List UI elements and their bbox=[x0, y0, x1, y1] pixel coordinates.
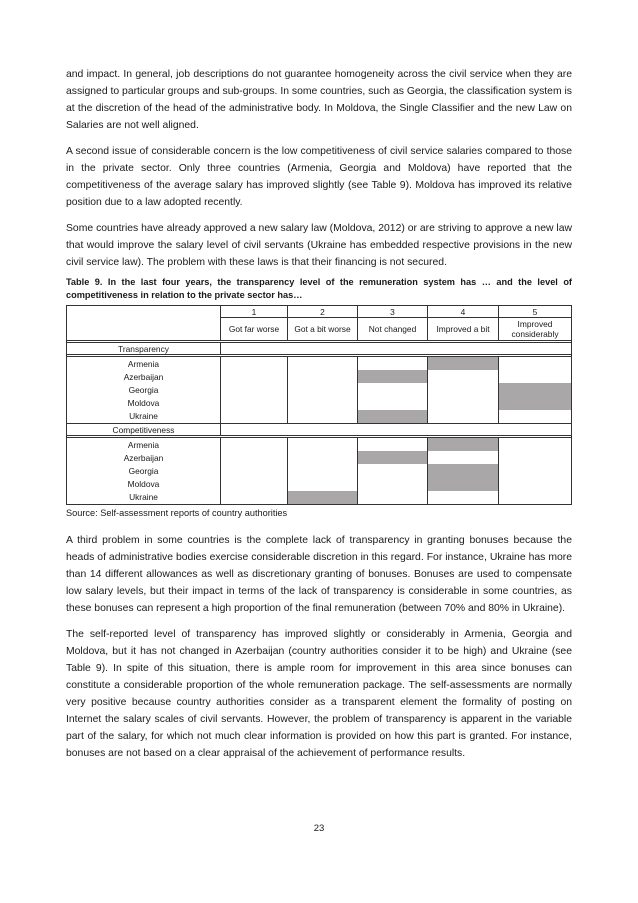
group-header-row bbox=[67, 424, 572, 436]
rating-mark bbox=[358, 383, 427, 396]
country-list bbox=[67, 438, 221, 505]
scale-label: Got far worse bbox=[221, 318, 288, 341]
rating-mark bbox=[358, 438, 427, 451]
rating-mark bbox=[221, 397, 287, 410]
group-label-transparency: Transparency bbox=[67, 343, 221, 355]
rating-column-2 bbox=[288, 438, 358, 505]
rating-mark bbox=[499, 370, 571, 383]
rating-mark bbox=[428, 438, 498, 451]
group-label-competitiveness: Competitiveness bbox=[67, 424, 221, 436]
rating-mark bbox=[221, 357, 287, 370]
country-name: Moldova bbox=[127, 479, 160, 490]
rating-mark bbox=[288, 397, 357, 410]
rating-mark bbox=[428, 491, 498, 504]
rating-mark bbox=[288, 383, 357, 396]
country-name: Ukraine bbox=[129, 411, 158, 422]
country-name: Azerbaijan bbox=[123, 371, 164, 382]
rating-mark bbox=[358, 478, 427, 491]
paragraph-2: A second issue of considerable concern is the low competitiveness of civil service salaries compared to those in the private sector. Only three countries (Armenia, Georgia and Moldova) have reported that the competitiveness of the average salary has improved slightly (see Table 9). Moldova has improved its relative position due to a law adopted recently. bbox=[66, 146, 572, 208]
rating-mark bbox=[288, 370, 357, 383]
scale-number: 2 bbox=[288, 306, 358, 318]
rating-mark bbox=[358, 370, 427, 383]
rating-mark bbox=[499, 410, 571, 423]
page-number: 23 bbox=[313, 823, 325, 834]
country-name: Ukraine bbox=[129, 492, 158, 503]
rating-mark bbox=[499, 357, 571, 370]
rating-column-1 bbox=[221, 357, 288, 424]
country-name: Armenia bbox=[127, 439, 160, 450]
rating-mark bbox=[288, 491, 357, 504]
country-list bbox=[67, 357, 221, 424]
scale-label: Improved a bit bbox=[428, 318, 499, 341]
rating-mark bbox=[221, 491, 287, 504]
rating-column-3 bbox=[358, 357, 428, 424]
rating-mark bbox=[428, 397, 498, 410]
rating-mark bbox=[288, 464, 357, 477]
table-caption: Table 9. In the last four years, the transparency level of the remuneration system has … and the level of competitiveness in relation to the private sector has… bbox=[66, 277, 572, 300]
rating-mark bbox=[358, 397, 427, 410]
rating-mark bbox=[428, 357, 498, 370]
data-row-competitiveness bbox=[67, 438, 572, 505]
rating-mark bbox=[428, 383, 498, 396]
rating-mark bbox=[499, 464, 571, 477]
rating-mark bbox=[221, 478, 287, 491]
rating-mark bbox=[499, 451, 571, 464]
rating-column-3 bbox=[358, 438, 428, 505]
rating-column-5 bbox=[499, 438, 572, 505]
paragraph-4: A third problem in some countries is the complete lack of transparency in granting bonuses because the heads of administrative bodies exercise considerable discretion in this regard. For instance, Ukraine has more than 14 different allowances as well as discretionary granting of bonuses. Bonuses are used to compensate low salary levels, but their impact in terms of the lack of transparency is considerable in some countries, as these bonuses can represent a high proportion of the final remuneration (between 70% and 80% in Ukraine). bbox=[66, 535, 572, 614]
country-name: Georgia bbox=[128, 466, 159, 476]
rating-mark bbox=[499, 397, 571, 410]
rating-mark bbox=[428, 410, 498, 423]
data-row-transparency bbox=[67, 357, 572, 424]
rating-mark bbox=[358, 451, 427, 464]
rating-column-1 bbox=[221, 438, 288, 505]
rating-mark bbox=[288, 357, 357, 370]
country-name: Moldova bbox=[127, 398, 160, 409]
country-name: Armenia bbox=[127, 358, 160, 369]
rating-column-2 bbox=[288, 357, 358, 424]
rating-mark bbox=[499, 491, 571, 504]
rating-mark bbox=[288, 410, 357, 423]
rating-mark bbox=[358, 410, 427, 423]
scale-number: 1 bbox=[221, 306, 288, 318]
paragraph-5: The self-reported level of transparency has improved slightly or considerably in Armenia, Georgia and Moldova, but it has not changed in Azerbaijan (country authorities consider it to be high) and Ukraine (see Table 9). In spite of this situation, there is ample room for improvement in this area since bonuses can constitute a considerable proportion of the whole remuneration package. The self-assessments are normally very positive because country authorities consider as a transparent element the formality of posting on Internet the salary scales of civil servants. However, the problem of transparency is apparent in the variable part of the salary, for which not much clear information is provided on how this part is granted. For instance, bonuses are not based on a clear appraisal of the achievement of performance results. bbox=[66, 629, 572, 759]
rating-mark bbox=[288, 438, 357, 451]
scale-number-row bbox=[67, 306, 572, 318]
scale-number: 4 bbox=[428, 306, 499, 318]
rating-mark bbox=[221, 370, 287, 383]
scale-label: Improved considerably bbox=[499, 318, 572, 341]
rating-mark bbox=[499, 478, 571, 491]
rating-mark bbox=[288, 478, 357, 491]
scale-label: Not changed bbox=[358, 318, 428, 341]
rating-mark bbox=[428, 451, 498, 464]
rating-mark bbox=[428, 478, 498, 491]
rating-mark bbox=[221, 464, 287, 477]
scale-label: Got a bit worse bbox=[288, 318, 358, 341]
rating-mark bbox=[358, 357, 427, 370]
table-9 bbox=[66, 305, 572, 505]
rating-mark bbox=[499, 383, 571, 396]
rating-mark bbox=[288, 451, 357, 464]
rating-mark bbox=[221, 451, 287, 464]
rating-mark bbox=[428, 370, 498, 383]
table-source: Source: Self-assessment reports of country authorities bbox=[66, 508, 288, 518]
scale-number: 5 bbox=[499, 306, 572, 318]
rating-column-4 bbox=[428, 438, 499, 505]
rating-mark bbox=[221, 383, 287, 396]
country-name: Georgia bbox=[128, 385, 159, 395]
rating-mark bbox=[499, 438, 571, 451]
scale-number: 3 bbox=[358, 306, 428, 318]
rating-mark bbox=[358, 464, 427, 477]
rating-mark bbox=[221, 410, 287, 423]
paragraph-1: and impact. In general, job descriptions do not guarantee homogeneity across the civil service when they are assigned to particular groups and sub-groups. In some countries, such as Georgia, the classification system is at the discretion of the head of the administrative body. In Moldova, the Single Classifier and the new Law on Salaries are not well aligned. bbox=[66, 69, 572, 131]
country-name: Azerbaijan bbox=[123, 452, 164, 463]
paragraph-3: Some countries have already approved a new salary law (Moldova, 2012) or are striving to approve a new law that would improve the salary level of civil servants (Ukraine has embedded respective provisions in the new civil service law). The problem with these laws is that their financing is not secured. bbox=[66, 223, 572, 268]
rating-mark bbox=[221, 438, 287, 451]
document-page bbox=[66, 66, 572, 771]
header-blank-cell bbox=[67, 306, 221, 341]
rating-mark bbox=[358, 491, 427, 504]
group-header-row bbox=[67, 343, 572, 355]
rating-mark bbox=[428, 464, 498, 477]
rating-column-5 bbox=[499, 357, 572, 424]
rating-column-4 bbox=[428, 357, 499, 424]
